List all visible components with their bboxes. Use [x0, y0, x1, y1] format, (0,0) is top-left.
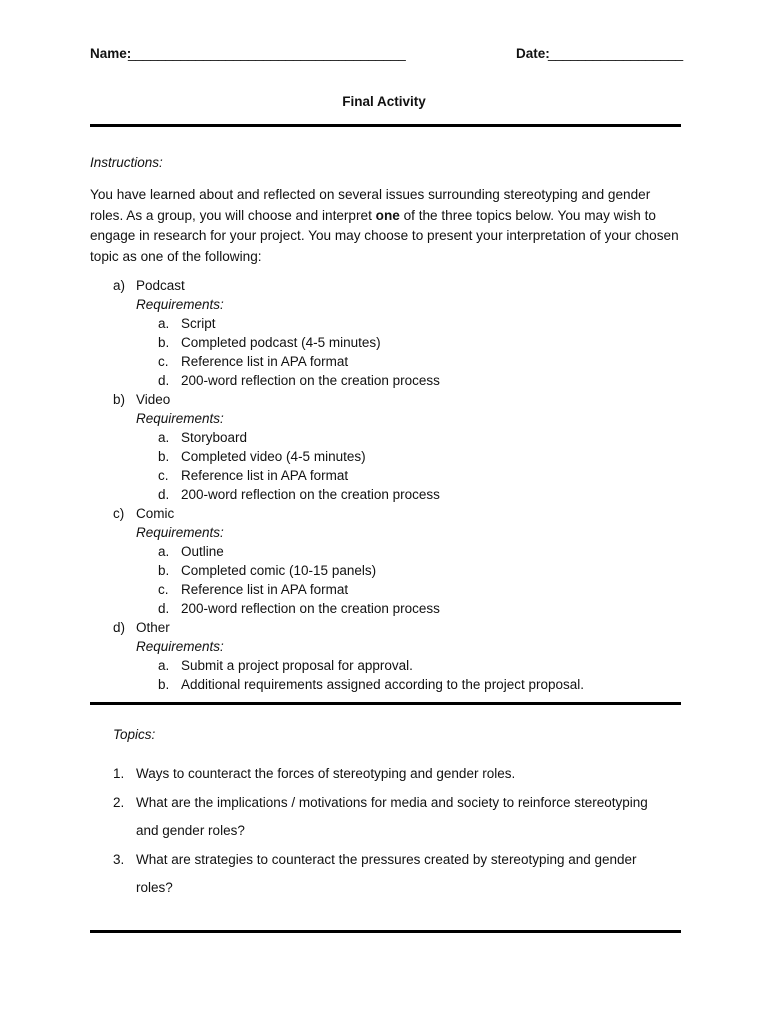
requirement-item: Storyboard: [181, 430, 248, 445]
requirement-item: Additional requirements assigned according to the project proposal.: [181, 677, 584, 692]
option-marker: b): [113, 392, 126, 407]
topic-marker: 3.: [113, 851, 125, 867]
requirement-item: Reference list in APA format: [181, 468, 349, 483]
requirements-label: Requirements:: [136, 411, 224, 426]
requirement-item: Reference list in APA format: [181, 582, 349, 597]
requirement-item: 200-word reflection on the creation process: [181, 601, 440, 616]
requirement-marker: d.: [158, 601, 170, 616]
topic-text-line: What are strategies to counteract the pressures created by stereotyping and gender: [136, 851, 637, 867]
requirement-marker: a.: [158, 544, 170, 559]
option-title: Comic: [136, 506, 175, 521]
option-marker: c): [113, 506, 125, 521]
page-title: Final Activity: [342, 94, 426, 109]
instructions-text-bold: one: [375, 207, 400, 223]
option-marker: d): [113, 620, 126, 635]
topic-marker: 1.: [113, 766, 125, 781]
topic-text-line: Ways to counteract the forces of stereotyping and gender roles.: [136, 766, 516, 781]
topic-marker: 2.: [113, 794, 125, 810]
requirement-marker: a.: [158, 430, 170, 445]
divider-top: [90, 124, 681, 127]
date-label: Date:: [516, 46, 550, 61]
requirement-item: Submit a project proposal for approval.: [181, 658, 413, 673]
requirement-marker: c.: [158, 582, 169, 597]
instructions-text-post: of the three topics below. You may wish to engage in research for your project. You may choose to present your interpretation of your chosen topic as one of the following:: [90, 207, 679, 264]
instructions-paragraph: [90, 185, 680, 267]
instructions-heading: Instructions:: [90, 155, 163, 170]
requirement-item: 200-word reflection on the creation process: [181, 487, 440, 502]
requirement-marker: b.: [158, 335, 170, 350]
requirements-label: Requirements:: [136, 639, 224, 654]
requirement-marker: a.: [158, 316, 170, 331]
requirement-item: Outline: [181, 544, 224, 559]
topic-text-line: What are the implications / motivations for media and society to reinforce stereotyping: [136, 794, 648, 810]
topic-text-line: and gender roles?: [136, 823, 245, 838]
divider-bottom: [90, 930, 681, 933]
requirement-marker: d.: [158, 487, 170, 502]
requirement-marker: a.: [158, 658, 170, 673]
requirement-item: Script: [181, 316, 216, 331]
option-title: Other: [136, 620, 170, 635]
topics-heading: Topics:: [113, 727, 156, 742]
requirement-marker: c.: [158, 468, 169, 483]
requirement-marker: c.: [158, 354, 169, 369]
name-label: Name:: [90, 46, 132, 61]
requirement-item: Completed podcast (4-5 minutes): [181, 335, 381, 350]
divider-middle: [90, 702, 681, 705]
requirement-marker: b.: [158, 563, 170, 578]
requirement-marker: d.: [158, 373, 170, 388]
requirement-item: Reference list in APA format: [181, 354, 349, 369]
requirement-item: 200-word reflection on the creation process: [181, 373, 440, 388]
instructions-text-pre: You have learned about and reflected on several issues surrounding stereotyping and gender roles. As a group, you will choose and interpret: [90, 187, 651, 223]
requirements-label: Requirements:: [136, 525, 224, 540]
option-marker: a): [113, 278, 126, 293]
option-title: Podcast: [136, 278, 185, 293]
requirement-item: Completed video (4-5 minutes): [181, 449, 366, 464]
requirements-label: Requirements:: [136, 297, 224, 312]
option-title: Video: [136, 392, 171, 407]
requirement-marker: b.: [158, 449, 170, 464]
topic-text-line: roles?: [136, 880, 173, 895]
requirement-marker: b.: [158, 677, 170, 692]
requirement-item: Completed comic (10-15 panels): [181, 563, 377, 578]
name-line[interactable]: _____________________________________: [128, 46, 406, 61]
date-line[interactable]: __________________: [548, 46, 684, 61]
